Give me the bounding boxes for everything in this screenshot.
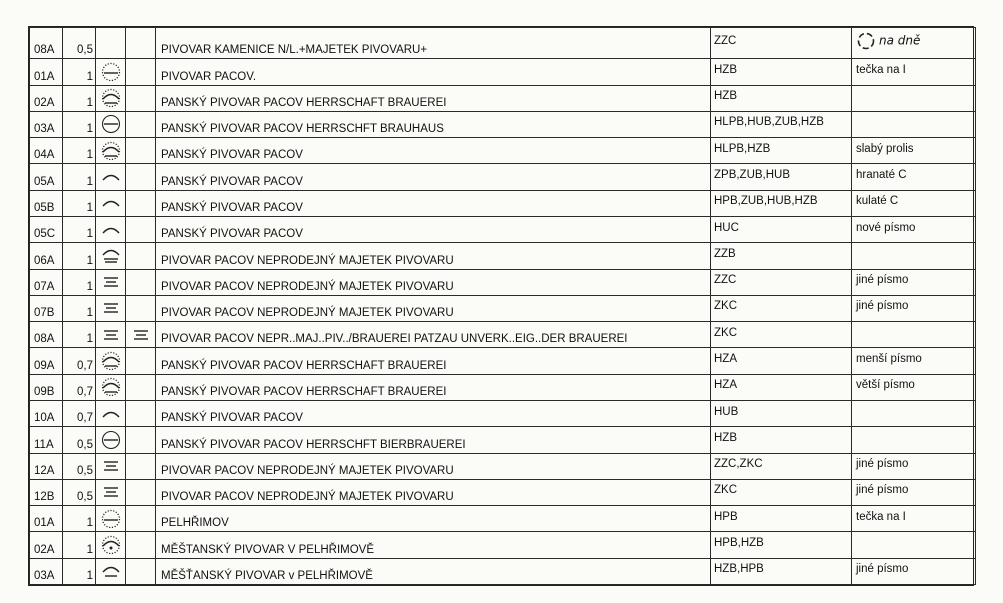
row-code: 08A (30, 28, 63, 59)
row-code: 12A (30, 453, 63, 479)
row-symbol-2 (126, 28, 156, 59)
row-note (852, 216, 976, 242)
row-note (852, 295, 976, 321)
row-inscription: PANSKÝ PIVOVAR PACOV (156, 400, 711, 426)
table-row (30, 400, 976, 426)
row-inscription: MĚŠTANSKÝ PIVOVAR V PELHŘIMOVĚ (156, 532, 711, 558)
table-row (30, 216, 976, 242)
table-row (30, 243, 976, 269)
arc-stamp-icon (99, 404, 123, 424)
row-symbol-2 (126, 427, 156, 453)
dashed-circle-icon (856, 31, 876, 51)
row-category: HZA (711, 348, 852, 374)
row-note (852, 427, 976, 453)
dotcircle-line-stamp-icon (99, 62, 123, 82)
row-note (852, 138, 976, 164)
row-symbol (96, 479, 126, 505)
row-quantity: 0,5 (63, 453, 96, 479)
note-text: nové písmo (856, 221, 916, 234)
table-row (30, 190, 976, 216)
row-symbol-2 (126, 506, 156, 532)
dotcircle-arc-stamp-icon (99, 377, 123, 397)
row-quantity: 1 (63, 164, 96, 190)
row-category: HZB (711, 59, 852, 85)
row-category: HZB (711, 85, 852, 111)
row-category: HUC (711, 216, 852, 242)
table-row (30, 28, 976, 59)
row-symbol (96, 506, 126, 532)
row-inscription: PANSKÝ PIVOVAR PACOV HERRSCHAFT BRAUEREI (156, 348, 711, 374)
arc-stamp-icon (99, 193, 123, 213)
note-text: jiné písmo (856, 274, 909, 287)
row-symbol-2 (126, 243, 156, 269)
arc-line-stamp-icon (99, 561, 123, 581)
dotcircle-arc-stamp-icon (99, 141, 123, 161)
row-symbol-2 (126, 269, 156, 295)
row-category: HPB (711, 506, 852, 532)
row-symbol (96, 216, 126, 242)
row-code: 09A (30, 348, 63, 374)
row-quantity: 1 (63, 322, 96, 348)
row-category: HZA (711, 374, 852, 400)
table-row (30, 59, 976, 85)
row-symbol (96, 28, 126, 59)
arc-stamp-icon (99, 167, 123, 187)
arc-stamp-icon (99, 220, 123, 240)
row-symbol-2 (126, 532, 156, 558)
row-code: 06A (30, 243, 63, 269)
row-code: 03A (30, 558, 63, 584)
row-quantity: 1 (63, 558, 96, 584)
row-inscription: PANSKÝ PIVOVAR PACOV (156, 190, 711, 216)
row-symbol (96, 243, 126, 269)
row-category: ZZC (711, 269, 852, 295)
row-quantity: 1 (63, 506, 96, 532)
row-symbol-2 (126, 138, 156, 164)
lines-stamp-icon (99, 325, 123, 345)
lines-stamp-icon (99, 482, 123, 502)
row-symbol-2 (126, 322, 156, 348)
table-row (30, 453, 976, 479)
table-row (30, 138, 976, 164)
row-category: ZKC (711, 295, 852, 321)
row-category: ZZC (711, 28, 852, 59)
note-text: menší písmo (856, 353, 922, 366)
row-code: 07B (30, 295, 63, 321)
row-symbol (96, 453, 126, 479)
row-inscription: PIVOVAR KAMENICE N/L.+MAJETEK PIVOVARU+ (156, 28, 711, 59)
table-row (30, 348, 976, 374)
lines-stamp-icon (99, 272, 123, 292)
inventory-table (29, 27, 976, 585)
row-inscription: PIVOVAR PACOV NEPRODEJNÝ MAJETEK PIVOVARU (156, 295, 711, 321)
row-quantity: 0,5 (63, 479, 96, 505)
row-category: ZZB (711, 243, 852, 269)
arc-lines-stamp-icon (99, 246, 123, 266)
row-symbol (96, 532, 126, 558)
dotcircle-arc-stamp-icon (99, 351, 123, 371)
row-note (852, 506, 976, 532)
dotcircle-arc-stamp-icon (99, 88, 123, 108)
row-category: HZB (711, 427, 852, 453)
table-row (30, 164, 976, 190)
row-note (852, 59, 976, 85)
table-row (30, 111, 976, 137)
lines-stamp-icon (99, 298, 123, 318)
lines-stamp-icon (99, 456, 123, 476)
row-quantity: 0,7 (63, 400, 96, 426)
row-category: ZKC (711, 479, 852, 505)
row-symbol (96, 295, 126, 321)
row-code: 01A (30, 59, 63, 85)
row-code: 09B (30, 374, 63, 400)
note-text: na dně (879, 33, 921, 48)
row-symbol (96, 374, 126, 400)
note-text: kulaté C (856, 195, 899, 208)
row-symbol-2 (126, 85, 156, 111)
row-inscription: PANSKÝ PIVOVAR PACOV (156, 138, 711, 164)
row-symbol-2 (126, 348, 156, 374)
row-note (852, 85, 976, 111)
row-code: 05C (30, 216, 63, 242)
row-quantity: 1 (63, 243, 96, 269)
row-symbol (96, 427, 126, 453)
row-quantity: 1 (63, 216, 96, 242)
row-quantity: 1 (63, 190, 96, 216)
row-note (852, 453, 976, 479)
row-note (852, 111, 976, 137)
table-row (30, 479, 976, 505)
row-symbol-2 (126, 453, 156, 479)
note-text: jiné písmo (856, 484, 909, 497)
row-symbol-2 (126, 164, 156, 190)
row-inscription: PIVOVAR PACOV. (156, 59, 711, 85)
row-code: 05B (30, 190, 63, 216)
row-inscription: PIVOVAR PACOV NEPRODEJNÝ MAJETEK PIVOVARU (156, 453, 711, 479)
row-symbol-2 (126, 190, 156, 216)
table-row (30, 374, 976, 400)
row-category: HPB,ZUB,HUB,HZB (711, 190, 852, 216)
circle-line-stamp-icon (99, 430, 123, 450)
table-row (30, 295, 976, 321)
row-quantity: 0,5 (63, 28, 96, 59)
row-inscription: PIVOVAR PACOV NEPRODEJNÝ MAJETEK PIVOVARU (156, 243, 711, 269)
row-code: 02A (30, 532, 63, 558)
row-quantity: 0,7 (63, 374, 96, 400)
row-symbol-2 (126, 374, 156, 400)
row-code: 11A (30, 427, 63, 453)
row-symbol (96, 111, 126, 137)
row-note (852, 532, 976, 558)
row-quantity: 1 (63, 85, 96, 111)
table-row (30, 427, 976, 453)
row-symbol-2 (126, 295, 156, 321)
row-symbol (96, 59, 126, 85)
row-category: HUB (711, 400, 852, 426)
row-category: ZPB,ZUB,HUB (711, 164, 852, 190)
row-symbol (96, 164, 126, 190)
inventory-sheet (28, 26, 974, 586)
row-inscription: PANSKÝ PIVOVAR PACOV HERRSCHFT BIERBRAUEREI (156, 427, 711, 453)
row-code: 12B (30, 479, 63, 505)
row-note (852, 558, 976, 584)
row-quantity: 1 (63, 111, 96, 137)
note-text: slabý prolis (856, 142, 914, 155)
note-text: jiné písmo (856, 300, 909, 313)
note-text: jiné písmo (856, 458, 909, 471)
row-category: HLPB,HZB (711, 138, 852, 164)
row-inscription: PELHŘIMOV (156, 506, 711, 532)
note-text: tečka na I (856, 510, 906, 523)
row-note (852, 243, 976, 269)
dotcircle-line-stamp-icon (99, 509, 123, 529)
lines-stamp-icon (129, 325, 153, 345)
row-note (852, 479, 976, 505)
row-inscription: MĚŠŤANSKÝ PIVOVAR v PELHŘIMOVĚ (156, 558, 711, 584)
row-symbol-2 (126, 59, 156, 85)
row-symbol (96, 322, 126, 348)
row-note (852, 269, 976, 295)
row-note (852, 322, 976, 348)
row-symbol (96, 348, 126, 374)
row-symbol (96, 190, 126, 216)
row-inscription: PANSKÝ PIVOVAR PACOV HERRSCHAFT BRAUEREI (156, 85, 711, 111)
row-symbol (96, 558, 126, 584)
circle-line-stamp-icon (99, 114, 123, 134)
table-row (30, 322, 976, 348)
row-code: 10A (30, 400, 63, 426)
row-note (852, 374, 976, 400)
row-inscription: PANSKÝ PIVOVAR PACOV HERRSCHAFT BRAUEREI (156, 374, 711, 400)
row-note (852, 190, 976, 216)
row-symbol-2 (126, 216, 156, 242)
row-code: 03A (30, 111, 63, 137)
row-symbol-2 (126, 111, 156, 137)
row-quantity: 1 (63, 269, 96, 295)
table-row (30, 532, 976, 558)
row-quantity: 1 (63, 138, 96, 164)
row-quantity: 1 (63, 295, 96, 321)
row-category: HZB,HPB (711, 558, 852, 584)
note-text: větší písmo (856, 379, 915, 392)
note-text: tečka na I (856, 63, 906, 76)
row-symbol (96, 269, 126, 295)
row-code: 08A (30, 322, 63, 348)
row-symbol (96, 85, 126, 111)
row-code: 04A (30, 138, 63, 164)
table-row (30, 269, 976, 295)
table-row (30, 558, 976, 584)
row-code: 01A (30, 506, 63, 532)
row-code: 05A (30, 164, 63, 190)
row-symbol (96, 400, 126, 426)
row-category: ZKC (711, 322, 852, 348)
row-category: HLPB,HUB,ZUB,HZB (711, 111, 852, 137)
row-inscription: PANSKÝ PIVOVAR PACOV (156, 216, 711, 242)
row-symbol-2 (126, 479, 156, 505)
row-code: 07A (30, 269, 63, 295)
note-text: jiné písmo (856, 563, 909, 576)
row-inscription: PANSKÝ PIVOVAR PACOV HERRSCHFT BRAUHAUS (156, 111, 711, 137)
row-code: 02A (30, 85, 63, 111)
row-symbol-2 (126, 558, 156, 584)
row-note (852, 348, 976, 374)
row-note (852, 164, 976, 190)
row-symbol (96, 138, 126, 164)
row-inscription: PIVOVAR PACOV NEPRODEJNÝ MAJETEK PIVOVARU (156, 479, 711, 505)
row-inscription: PIVOVAR PACOV NEPR..MAJ..PIV../BRAUEREI PATZAU UNVERK..EIG..DER BRAUEREI (156, 322, 711, 348)
row-quantity: 1 (63, 532, 96, 558)
row-symbol-2 (126, 400, 156, 426)
row-inscription: PANSKÝ PIVOVAR PACOV (156, 164, 711, 190)
table-row (30, 506, 976, 532)
table-row (30, 85, 976, 111)
row-quantity: 1 (63, 59, 96, 85)
row-quantity: 0,7 (63, 348, 96, 374)
dotcircle-dot-stamp-icon (99, 535, 123, 555)
row-category: HPB,HZB (711, 532, 852, 558)
row-note (852, 28, 976, 59)
row-inscription: PIVOVAR PACOV NEPRODEJNÝ MAJETEK PIVOVARU (156, 269, 711, 295)
row-note (852, 400, 976, 426)
note-text: hranaté C (856, 169, 907, 182)
row-quantity: 0,5 (63, 427, 96, 453)
row-category: ZZC,ZKC (711, 453, 852, 479)
